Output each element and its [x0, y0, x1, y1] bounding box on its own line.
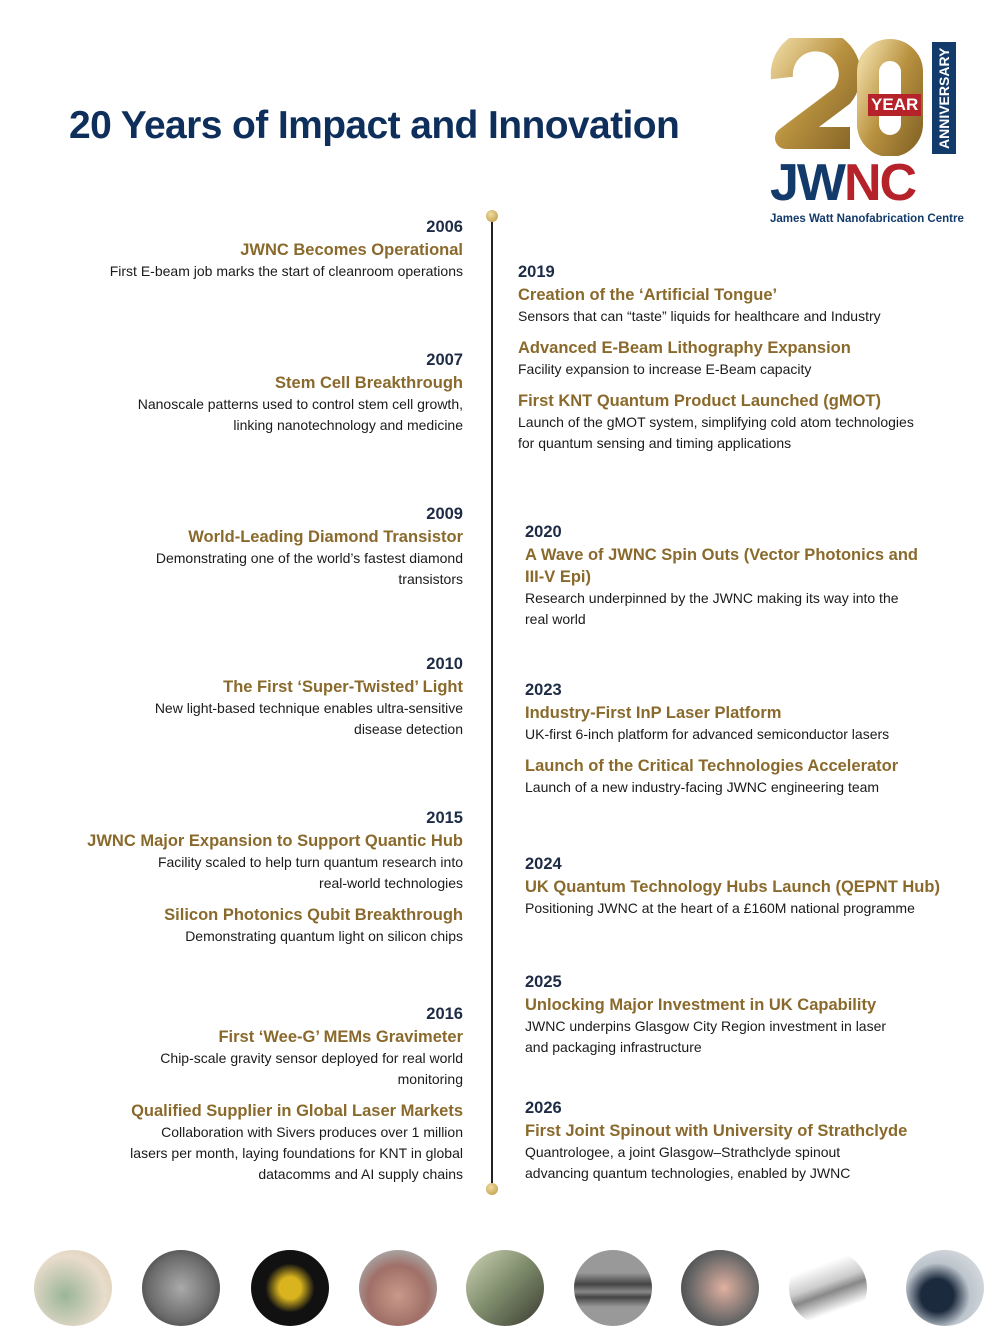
timeline-year: 2006 [426, 218, 463, 236]
timeline-group-2019 [518, 261, 914, 454]
logo-anniversary: ANNIVERSARY [932, 42, 956, 154]
timeline-year: 2010 [426, 655, 463, 673]
milestone-heading: Stem Cell Breakthrough [275, 374, 463, 392]
timeline-milestone [525, 702, 898, 745]
milestone-description: Sensors that can “taste” liquids for healthcare and Industry [518, 308, 881, 324]
timeline-group-2010 [155, 653, 463, 740]
milestone-description: Launch of the gMOT system, simplifying cold atom technologies [518, 414, 914, 430]
photo-sem-queen-profile [142, 1250, 220, 1326]
milestone-description: advancing quantum technologies, enabled by JWNC [525, 1165, 851, 1181]
milestone-heading: World-Leading Diamond Transistor [188, 528, 463, 546]
timeline-group-2025 [525, 971, 886, 1058]
milestone-description: Facility scaled to help turn quantum research into [157, 854, 463, 870]
milestone-description: First E-beam job marks the start of cleanroom operations [109, 263, 463, 279]
timeline-group-2015 [87, 807, 463, 947]
milestone-heading: A Wave of JWNC Spin Outs (Vector Photonics and [525, 546, 918, 564]
photo-lab-petri-dish [34, 1250, 112, 1326]
timeline-year: 2020 [525, 523, 562, 541]
timeline-milestone [525, 1120, 907, 1184]
milestone-description: Chip-scale gravity sensor deployed for real world [160, 1050, 463, 1066]
milestone-description: lasers per month, laying foundations for KNT in global [130, 1145, 463, 1161]
timeline-year: 2026 [525, 1099, 562, 1117]
milestone-description: UK-first 6-inch platform for advanced semiconductor lasers [525, 726, 890, 742]
milestone-heading: JWNC Major Expansion to Support Quantic Hub [87, 832, 463, 850]
milestone-description: Demonstrating quantum light on silicon chips [185, 928, 463, 944]
timeline-milestone [110, 239, 463, 282]
milestone-heading: First KNT Quantum Product Launched (gMOT) [518, 392, 881, 410]
milestone-heading: UK Quantum Technology Hubs Launch (QEPNT Hub) [525, 878, 940, 896]
timeline-year: 2016 [426, 1005, 463, 1023]
milestone-heading: The First ‘Super-Twisted’ Light [223, 678, 463, 696]
milestone-heading: Silicon Photonics Qubit Breakthrough [164, 906, 463, 924]
timeline-year: 2025 [525, 973, 562, 991]
photo-researcher-microscope [466, 1250, 544, 1326]
logo-nc: NC [844, 154, 916, 212]
timeline-group-2007 [138, 349, 463, 436]
milestone-heading-cont: III-V Epi) [525, 568, 591, 586]
timeline-year: 2024 [525, 855, 562, 873]
timeline-year: 2007 [426, 351, 463, 369]
photo-sem-waveguide [574, 1250, 652, 1326]
jwnc-20-year-logo [768, 38, 963, 228]
timeline-group-2024 [525, 853, 940, 919]
photo-strip [0, 1248, 1008, 1328]
logo-caption: James Watt Nanofabrication Centre [770, 213, 964, 225]
timeline-group-2023 [525, 679, 898, 798]
milestone-description: Positioning JWNC at the heart of a £160M national programme [525, 900, 915, 916]
milestone-description: New light-based technique enables ultra-sensitive [154, 700, 463, 716]
timeline-year: 2023 [525, 681, 562, 699]
milestone-description: JWNC underpins Glasgow City Region investment in laser [525, 1018, 887, 1034]
timeline-axis [491, 216, 493, 1190]
logo-jw: JW [770, 154, 844, 212]
timeline-end-dot [486, 1183, 498, 1195]
milestone-heading: Creation of the ‘Artificial Tongue’ [518, 286, 778, 304]
milestone-description: for quantum sensing and timing applications [518, 435, 792, 451]
milestone-description: real-world technologies [319, 875, 463, 891]
logo-year-tag: YEAR [868, 94, 921, 116]
photo-chip-on-fingertip [359, 1250, 437, 1326]
timeline-milestone [518, 390, 914, 454]
milestone-description: Facility expansion to increase E-Beam capacity [518, 361, 812, 377]
milestone-description: Quantrologee, a joint Glasgow–Strathclyde spinout [525, 1144, 841, 1160]
timeline-milestone [525, 755, 898, 798]
milestone-heading: Industry-First InP Laser Platform [525, 704, 782, 722]
milestone-heading: First Joint Spinout with University of Strathclyde [525, 1122, 908, 1140]
photo-hand-holding-chip [681, 1250, 759, 1326]
milestone-description: Launch of a new industry-facing JWNC engineering team [525, 779, 880, 795]
timeline-milestone [525, 876, 940, 919]
milestone-heading: Launch of the Critical Technologies Accelerator [525, 757, 899, 775]
milestone-description: and packaging infrastructure [525, 1039, 702, 1055]
timeline-milestone [525, 994, 886, 1058]
milestone-description: Nanoscale patterns used to control stem cell growth, [137, 396, 463, 412]
page-title: 20 Years of Impact and Innovation [69, 104, 680, 147]
milestone-description: datacomms and AI supply chains [258, 1166, 463, 1182]
milestone-description: linking nanotechnology and medicine [233, 417, 463, 433]
timeline-milestone [130, 1100, 463, 1185]
logo-wordmark [770, 154, 916, 212]
milestone-description: transistors [398, 571, 463, 587]
photo-wafer-handling [906, 1250, 984, 1326]
timeline-group-2026 [525, 1097, 907, 1184]
timeline-milestone [518, 337, 914, 380]
milestone-description: Collaboration with Sivers produces over 1 million [161, 1124, 463, 1140]
timeline-group-2009 [156, 503, 463, 590]
timeline-group-2006 [110, 216, 463, 282]
milestone-description: Research underpinned by the JWNC making its way into the [525, 590, 899, 606]
milestone-heading: Advanced E-Beam Lithography Expansion [518, 339, 851, 357]
milestone-heading: First ‘Wee-G’ MEMs Gravimeter [218, 1028, 463, 1046]
milestone-description: disease detection [354, 721, 463, 737]
timeline-year: 2019 [518, 263, 555, 281]
timeline-milestone [155, 676, 463, 740]
timeline-milestone [87, 904, 463, 947]
timeline-year: 2015 [426, 809, 463, 827]
timeline-start-dot [486, 210, 498, 222]
milestone-heading: Qualified Supplier in Global Laser Markets [131, 1102, 463, 1120]
timeline-year: 2009 [426, 505, 463, 523]
photo-gold-chip-on-black [251, 1250, 329, 1326]
timeline-milestone [525, 544, 918, 630]
milestone-description: monitoring [397, 1071, 463, 1087]
milestone-heading: JWNC Becomes Operational [240, 241, 463, 259]
timeline-milestone [87, 830, 463, 894]
timeline-milestone [138, 372, 463, 436]
timeline-group-2016 [130, 1003, 463, 1185]
timeline-group-2020 [525, 521, 918, 630]
timeline-milestone [518, 284, 914, 327]
milestone-description: real world [525, 611, 586, 627]
milestone-heading: Unlocking Major Investment in UK Capability [525, 996, 877, 1014]
photo-packaged-device [789, 1250, 867, 1326]
timeline-milestone [130, 1026, 463, 1090]
milestone-description: Demonstrating one of the world’s fastest diamond [155, 550, 463, 566]
timeline-milestone [156, 526, 463, 590]
